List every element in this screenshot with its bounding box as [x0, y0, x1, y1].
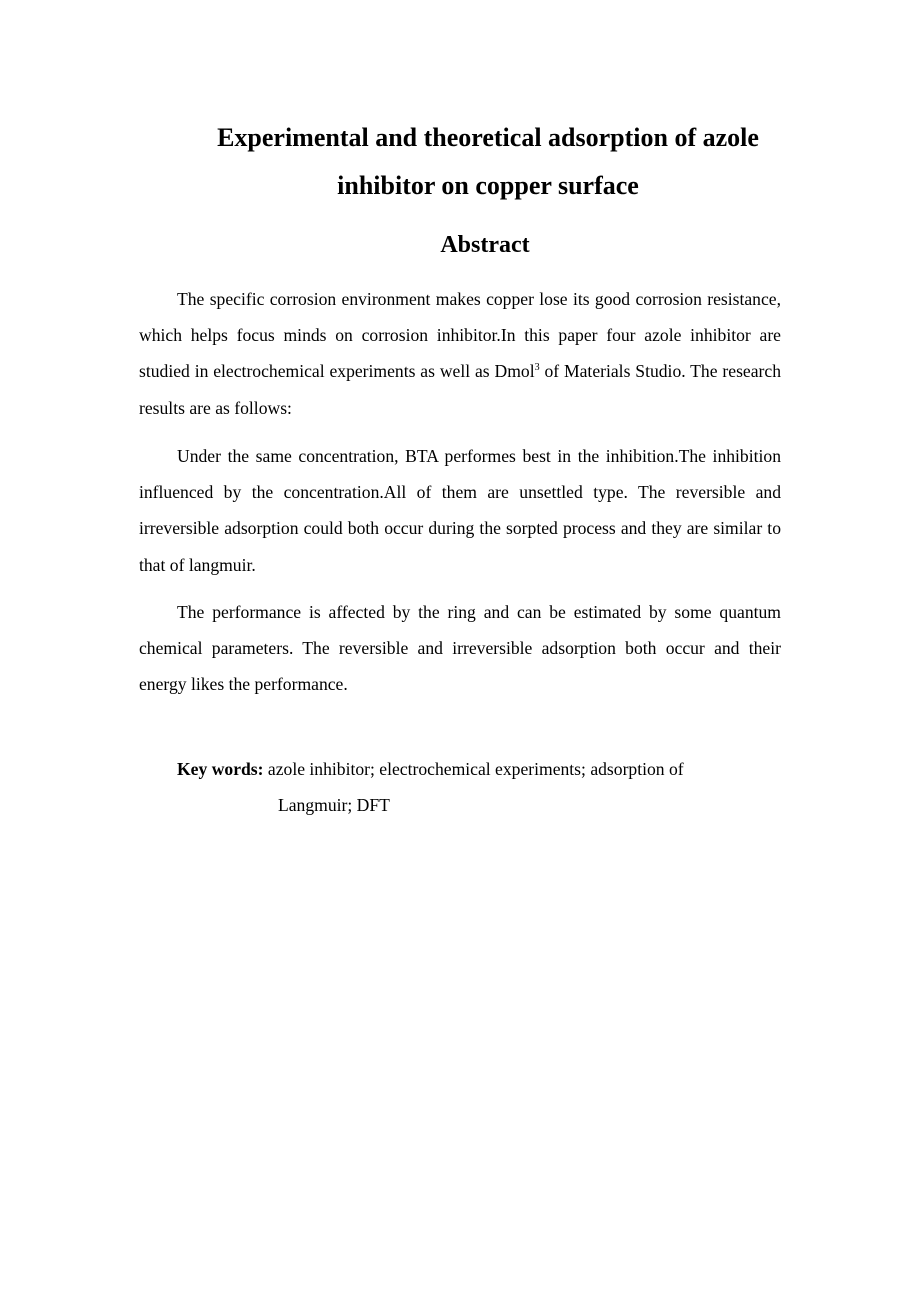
paper-title: [140, 114, 836, 210]
abstract-heading: Abstract: [440, 232, 530, 258]
keywords-label: Key words:: [177, 759, 264, 779]
abstract-paragraph-3: The performance is affected by the ring and can be estimated by some quantum chemical parameters. The reversible and irreversible adsorption both occur and their energy likes the performance.: [139, 602, 781, 695]
abstract-paragraph-2: Under the same concentration, BTA performes best in the inhibition.The inhibition influenced by the concentration.All of them are unsettled type. The reversible and irreversible adsorption could both occur during the sorpted process and they are similar to that of langmuir.: [139, 446, 781, 575]
keywords-line-2: Langmuir; DFT: [278, 795, 390, 815]
abstract-paragraph-1: [139, 281, 781, 426]
keywords-block: [177, 751, 737, 823]
paper-title-line-2: inhibitor on copper surface: [337, 171, 639, 200]
dmol-superscript: 3: [534, 362, 540, 374]
abstract-paragraph-1-text-a: The specific corrosion environment makes copper lose its good corrosion resistance, which helps focus minds on corrosion inhibitor.In this paper four azole inhibitor are studied in electrochemical experiments as well as Dmol: [139, 289, 781, 382]
abstract-paragraph-1-text-b: of Materials Studio. The research results are as follows:: [139, 361, 782, 418]
keywords-line-1: azole inhibitor; electrochemical experiments; adsorption of: [263, 759, 684, 779]
paper-title-line-1: Experimental and theoretical adsorption of azole: [217, 123, 759, 152]
